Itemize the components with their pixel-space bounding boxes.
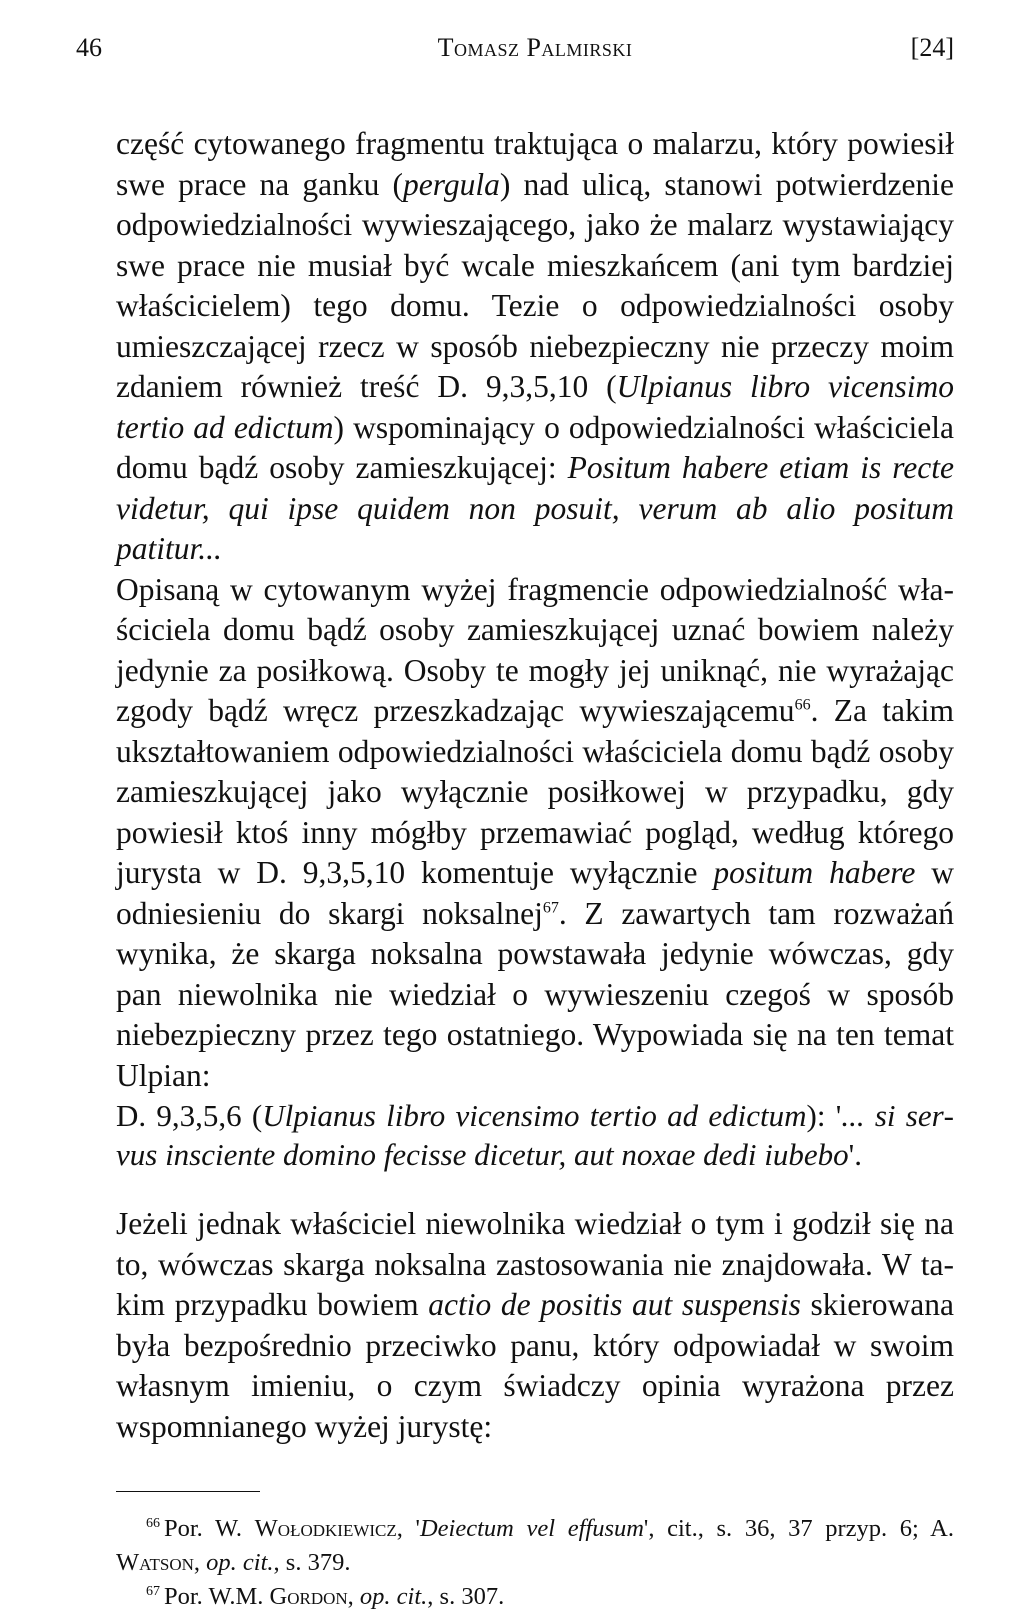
text-run: w odniesieniu do skargi noksalnej xyxy=(116,855,955,931)
text-run: ) nad ulicą, stanowi potwierdzenie odpowiedzialności wywieszającego, jako że malarz wystawiający swe prace nie musiał być wcale mieszkańcem (ani tym bardziej właścicielem) tego domu. Tezie o odpowiedzialności osoby umieszczającej rzecz w sposób niebezpieczny nie przeczy moim zdaniem również treść D. 9,3,5,10 ( xyxy=(116,166,954,404)
text-run: , s. 307. xyxy=(427,1583,505,1610)
text-run: ', cit., s. 36, 37 przyp. 6; A. xyxy=(643,1515,954,1542)
text-run: D. 9,3,5,6 ( xyxy=(116,1098,263,1133)
italic-term: pergula xyxy=(403,166,500,202)
italic-term: positum habere xyxy=(713,855,916,890)
block-quote xyxy=(116,1096,954,1174)
latin-quotation: ... si servus insciente domino fecisse dicetur, aut noxae dedi iubebo xyxy=(116,1098,954,1172)
text-run: , s. 379. xyxy=(273,1549,351,1576)
text-run: '. xyxy=(848,1137,862,1172)
running-head xyxy=(76,28,954,68)
citation-abbrev: op. cit. xyxy=(359,1583,428,1610)
text-run: ) wspominający o odpowiedzialności właściciela domu bądź osoby zamieszkującej: xyxy=(116,409,954,485)
page-number: 46 xyxy=(76,33,102,62)
author-name: Gordon xyxy=(269,1583,348,1610)
work-title: Deiectum vel effusum xyxy=(419,1515,644,1542)
footnote-ref-66[interactable]: 66 xyxy=(794,696,811,714)
italic-source: Ulpianus libro vicensimo tertio ad edictum xyxy=(262,1098,807,1133)
italic-source: Ulpianus libro vicensimo tertio ad edictum xyxy=(116,369,954,445)
text-run: , xyxy=(347,1583,360,1610)
text-run: skierowana była bezpośrednio przeciwko panu, który odpowiadał w swoim własnym imieniu, o czym świadczy opinia wyrażona przez wspomnianego wyżej jurystę: xyxy=(116,1287,954,1444)
text-run: , xyxy=(193,1549,207,1576)
footnote-ref-67[interactable]: 67 xyxy=(542,899,559,916)
footnote-mark: 67 xyxy=(146,1583,160,1599)
footnotes xyxy=(116,1512,954,1614)
text-run: Opisaną w cytowanym wyżej fragmencie odpowiedzialność właściciela domu bądź osoby zamieszkującej uznać bowiem należy jedynie za posiłkową. Osoby te mogły jej uniknąć, nie wyrażając zgody bądź wręcz przeszkadzając wywieszającemu xyxy=(116,571,954,728)
footnote-divider xyxy=(116,1491,260,1492)
footnote-67 xyxy=(116,1580,954,1614)
page xyxy=(76,28,955,1614)
paragraph-2 xyxy=(116,570,954,1097)
paragraph-1 xyxy=(116,124,954,570)
italic-term: actio de positis aut suspensis xyxy=(428,1287,801,1322)
section-number: [24] xyxy=(910,33,954,62)
running-head-author: Tomasz Palmirski xyxy=(437,33,633,62)
text-run: . Z zawartych tam rozważań wynika, że skarga noksalna powstawała jedynie wówczas, gdy pan niewolnika nie wiedział o wywieszeniu czegoś w sposób niebezpieczny przez tego ostatniego. Wypowiada się na ten temat Ulpian: xyxy=(116,895,954,1093)
author-name: Wołodkiewicz xyxy=(254,1515,397,1542)
text-run: Por. W. xyxy=(164,1515,255,1542)
text-run: Por. W.M. xyxy=(164,1583,270,1610)
author-name: Watson xyxy=(116,1549,194,1576)
body-text xyxy=(116,124,954,1447)
paragraph-3 xyxy=(116,1204,954,1447)
text-run: część cytowanego fragmentu traktująca o malarzu, który powiesił swe prace na ganku ( xyxy=(116,126,954,202)
latin-quotation: Positum habere etiam is recte videtur, qui ipse quidem non posuit, verum ab alio positum patitur... xyxy=(116,450,954,566)
footnote-mark: 66 xyxy=(146,1515,160,1531)
text-run: , ' xyxy=(396,1515,420,1542)
text-run: Jeżeli jednak właściciel niewolnika wiedział o tym i godził się na to, wówczas skarga noksalna zastosowania nie znajdowała. W takim przypadku bowiem xyxy=(116,1206,954,1322)
text-run: . Za takim ukształtowaniem odpowiedzialności właściciela domu bądź osoby zamieszkującej jako wyłącznie posiłkowej w przypadku, gdy powiesił ktoś inny mógłby przemawiać pogląd, według którego jurysta w D. 9,3,5,10 komentuje wyłącznie xyxy=(116,693,954,890)
footnote-66 xyxy=(116,1512,954,1580)
text-run: ): ' xyxy=(806,1098,842,1133)
citation-abbrev: op. cit. xyxy=(206,1549,274,1576)
